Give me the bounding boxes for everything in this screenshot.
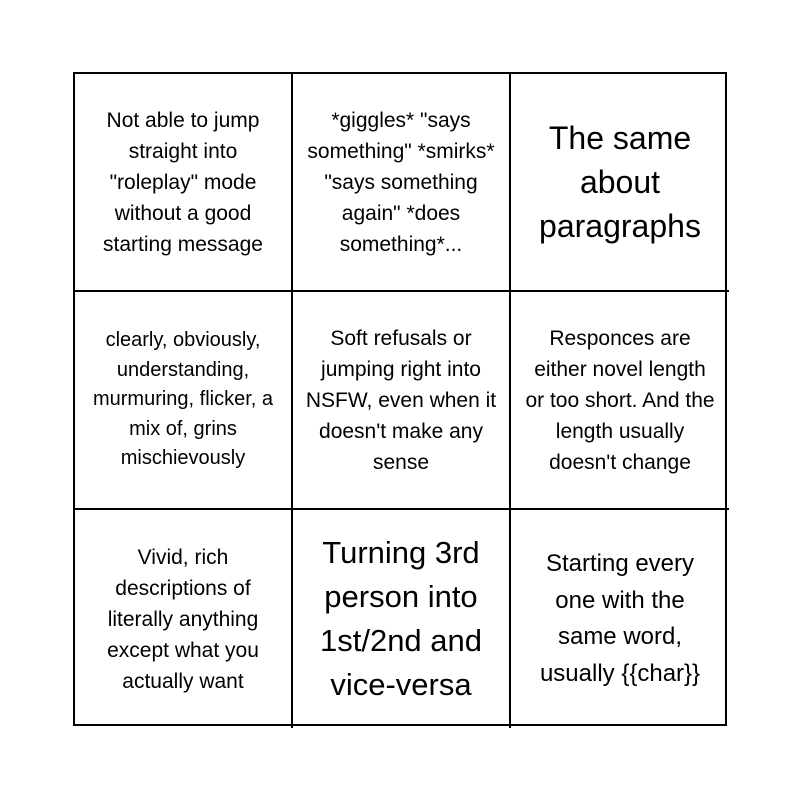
bingo-cell-vivid-descriptions[interactable] <box>75 510 293 728</box>
bingo-cell-text: Soft refusals or jumping right into NSFW, even when it doesn't make any sense <box>305 326 497 474</box>
bingo-board <box>73 72 727 726</box>
bingo-cell-text: Starting every one with the same word, usually {{char}} <box>539 550 701 687</box>
bingo-cell-text: Responces are either novel length or too short. And the length usually doesn't change <box>525 326 715 474</box>
bingo-cell-text: clearly, obviously, understanding, murmuring, flicker, a mix of, grins mischievously <box>92 329 274 470</box>
bingo-cell-text: The same about paragraphs <box>539 120 701 244</box>
bingo-cell-giggles-smirks[interactable] <box>293 74 511 292</box>
bingo-cell-soft-refusals[interactable] <box>293 292 511 510</box>
bingo-cell-roleplay-start[interactable] <box>75 74 293 292</box>
bingo-cell-paragraphs[interactable] <box>511 74 729 292</box>
bingo-cell-overused-words[interactable] <box>75 292 293 510</box>
bingo-cell-response-length[interactable] <box>511 292 729 510</box>
bingo-cell-person-switch[interactable] <box>293 510 511 728</box>
bingo-cell-same-word[interactable] <box>511 510 729 728</box>
bingo-cell-text: Vivid, rich descriptions of literally anything except what you actually want <box>107 545 259 693</box>
bingo-cell-text: Turning 3rd person into 1st/2nd and vice-versa <box>319 535 483 702</box>
bingo-cell-text: *giggles* "says something" *smirks* "says something again" *does something*... <box>307 108 495 256</box>
bingo-cell-text: Not able to jump straight into "roleplay" mode without a good starting message <box>103 108 263 256</box>
